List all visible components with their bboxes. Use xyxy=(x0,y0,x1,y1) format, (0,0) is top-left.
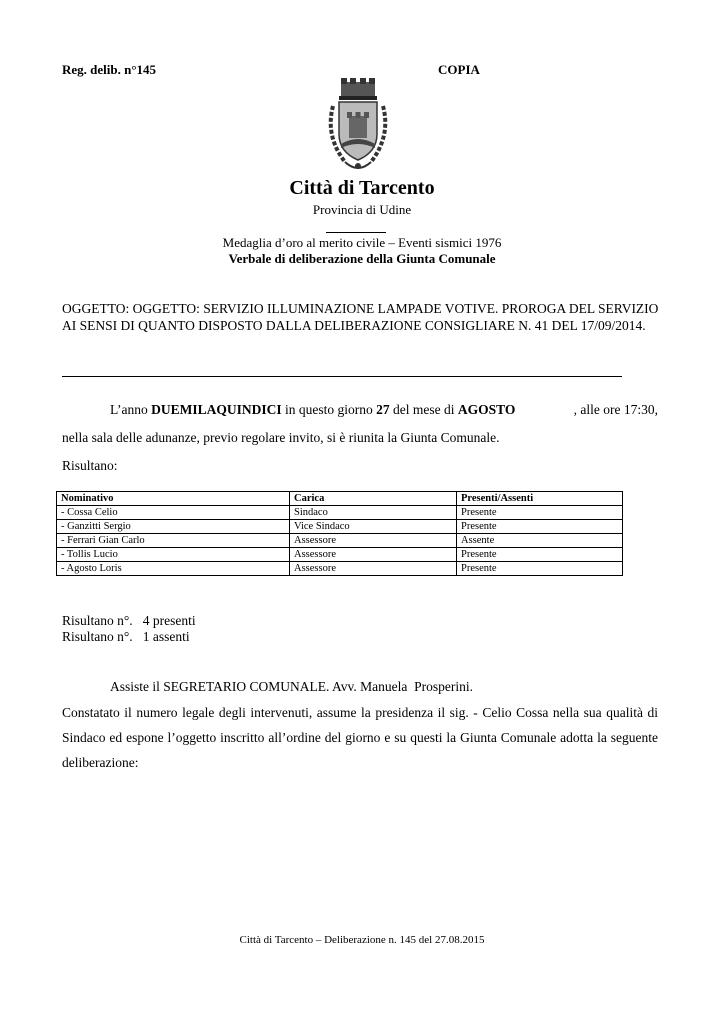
section-divider xyxy=(62,376,622,377)
city-crest-icon xyxy=(317,76,399,180)
member-role: Assessore xyxy=(290,548,457,562)
anno-year: DUEMILAQUINDICI xyxy=(151,402,282,417)
medal-caption: Medaglia d’oro al merito civile – Eventi sismici 1976 xyxy=(222,235,502,250)
page-footer: Città di Tarcento – Deliberazione n. 145 del 27.08.2015 xyxy=(239,934,485,946)
anno-month: AGOSTO xyxy=(457,402,516,417)
member-status: Presente xyxy=(457,562,623,576)
header-carica: Carica xyxy=(290,492,457,506)
member-role: Sindaco xyxy=(290,506,457,520)
anno-prefix: L’anno xyxy=(110,402,148,417)
table-row xyxy=(57,534,623,548)
constatato-paragraph: Constatato il numero legale degli intervenuti, assume la presidenza il sig. - Celio Cossa nella sua qualità di Sindaco ed espone l’oggetto inscritto all’ordine del giorno e su questi la Giunta Comunale adotta la seguente deliberazione: xyxy=(62,705,658,770)
city-title: Città di Tarcento xyxy=(289,177,435,199)
member-role: Vice Sindaco xyxy=(290,520,457,534)
secretary-line: Assiste il SEGRETARIO COMUNALE. Avv. Manuela Prosperini. xyxy=(110,679,474,694)
province-subtitle: Provincia di Udine xyxy=(312,202,412,217)
attendance-table xyxy=(56,491,623,576)
member-role: Assessore xyxy=(290,562,457,576)
member-name: - Agosto Loris xyxy=(57,562,290,576)
member-status: Presente xyxy=(457,520,623,534)
member-name: - Tollis Lucio xyxy=(57,548,290,562)
member-status: Presente xyxy=(457,548,623,562)
header-presenti-assenti: Presenti/Assenti xyxy=(457,492,623,506)
member-name: - Ganzitti Sergio xyxy=(57,520,290,534)
anno-day: 27 xyxy=(376,402,390,417)
table-row xyxy=(57,562,623,576)
member-status: Assente xyxy=(457,534,623,548)
verbale-heading: Verbale di deliberazione della Giunta Comunale xyxy=(228,251,496,266)
member-name: - Cossa Celio xyxy=(57,506,290,520)
assenti-count: Risultano n°. 1 assenti xyxy=(62,629,190,644)
table-header-row xyxy=(57,492,623,506)
table-row xyxy=(57,520,623,534)
title-divider xyxy=(326,232,386,233)
header-nominativo: Nominativo xyxy=(57,492,290,506)
anno-mid1: in questo giorno xyxy=(285,402,373,417)
attendance-label: Risultano: xyxy=(62,458,118,473)
member-name: - Ferrari Gian Carlo xyxy=(57,534,290,548)
anno-mid2: del mese di xyxy=(393,402,455,417)
attendance-summary xyxy=(62,613,196,645)
table-row xyxy=(57,506,623,520)
anno-time: , alle ore 17:30, xyxy=(573,402,658,417)
anno-line2: nella sala delle adunanze, previo regolare invito, si è riunita la Giunta Comunale. xyxy=(62,430,500,445)
meeting-date-paragraph xyxy=(62,396,658,452)
member-status: Presente xyxy=(457,506,623,520)
copia-label: COPIA xyxy=(438,62,480,77)
member-role: Assessore xyxy=(290,534,457,548)
table-row xyxy=(57,548,623,562)
presenti-count: Risultano n°. 4 presenti xyxy=(62,613,196,628)
subject-paragraph: OGGETTO: OGGETTO: SERVIZIO ILLUMINAZIONE LAMPADE VOTIVE. PROROGA DEL SERVIZIO AI SENSI DI QUANTO DISPOSTO DALLA DELIBERAZIONE CONSIGLIARE N. 41 DEL 17/09/2014. xyxy=(62,301,659,333)
reg-delib-number: Reg. delib. n°145 xyxy=(62,62,157,77)
